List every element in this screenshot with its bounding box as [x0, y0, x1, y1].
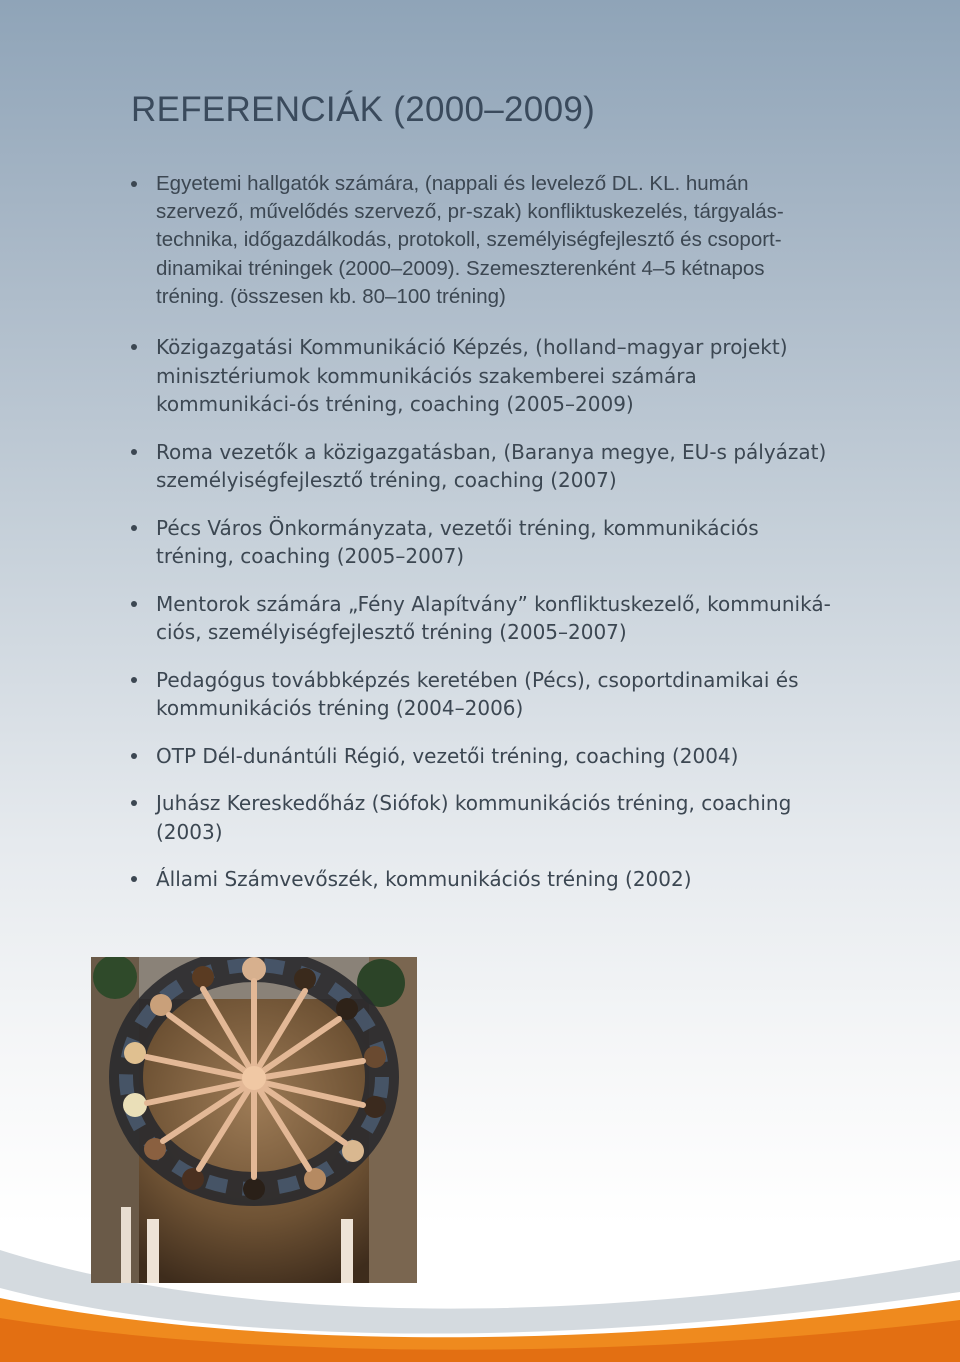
- reference-text: Állami Számvevőszék, kommunikációs tréning (2002): [156, 867, 692, 892]
- bullet-icon: [131, 753, 137, 759]
- bullet-icon: [131, 344, 137, 350]
- reference-text: Pedagógus továbbképzés keretében (Pécs), csoportdinamikai és kommunikációs tréning (2004–2006): [156, 667, 799, 721]
- bullet-icon: [131, 449, 137, 455]
- list-item: [131, 514, 831, 571]
- page-title: REFERENCIÁK (2000–2009): [131, 90, 596, 129]
- reference-list: [131, 170, 831, 913]
- team-huddle-photo: [91, 957, 417, 1283]
- reference-text: Pécs Város Önkormányzata, vezetői tréning, kommunikációs tréning, coaching (2005–2007): [156, 515, 759, 569]
- reference-text: Mentorok számára „Fény Alapítvány” konfliktuskezelő, kommuniká-ciós, személyiségfejlesztő tréning (2005–2007): [156, 591, 831, 645]
- bullet-icon: [131, 677, 137, 683]
- reference-text: Egyetemi hallgatók számára, (nappali és levelező DL. KL. humán szervező, művelődés szervező, pr-szak) konfliktuskezelés, tárgyalás-technika, időgazdálkodás, protokoll, személyiségfejlesztő és csoport-dinamikai tréningek (2000–2009). Szemeszterenként 4–5 kétnapos tréning. (összesen kb. 80–100 tréning): [156, 172, 784, 308]
- bullet-icon: [131, 525, 137, 531]
- list-item: [131, 666, 831, 723]
- bullet-icon: [131, 181, 137, 187]
- reference-text: Roma vezetők a közigazgatásban, (Baranya megye, EU-s pályázat) személyiségfejlesztő tréning, coaching (2007): [156, 439, 827, 493]
- bullet-icon: [131, 800, 137, 806]
- list-item: [131, 170, 831, 311]
- reference-text: Juhász Kereskedőház (Siófok) kommunikációs tréning, coaching (2003): [156, 791, 792, 844]
- list-item: [131, 742, 831, 771]
- list-item: [131, 438, 831, 495]
- reference-text: OTP Dél-dunántúli Régió, vezetői tréning, coaching (2004): [156, 743, 739, 768]
- list-item: [131, 789, 831, 846]
- list-item: [131, 865, 831, 894]
- reference-text: Közigazgatási Kommunikáció Képzés, (holland–magyar projekt) minisztériumok kommunikációs szakemberei számára kommunikáci-ós tréning, coaching (2005–2009): [156, 335, 788, 417]
- list-item: [131, 333, 831, 419]
- bullet-icon: [131, 601, 137, 607]
- list-item: [131, 590, 831, 647]
- bullet-icon: [131, 876, 137, 882]
